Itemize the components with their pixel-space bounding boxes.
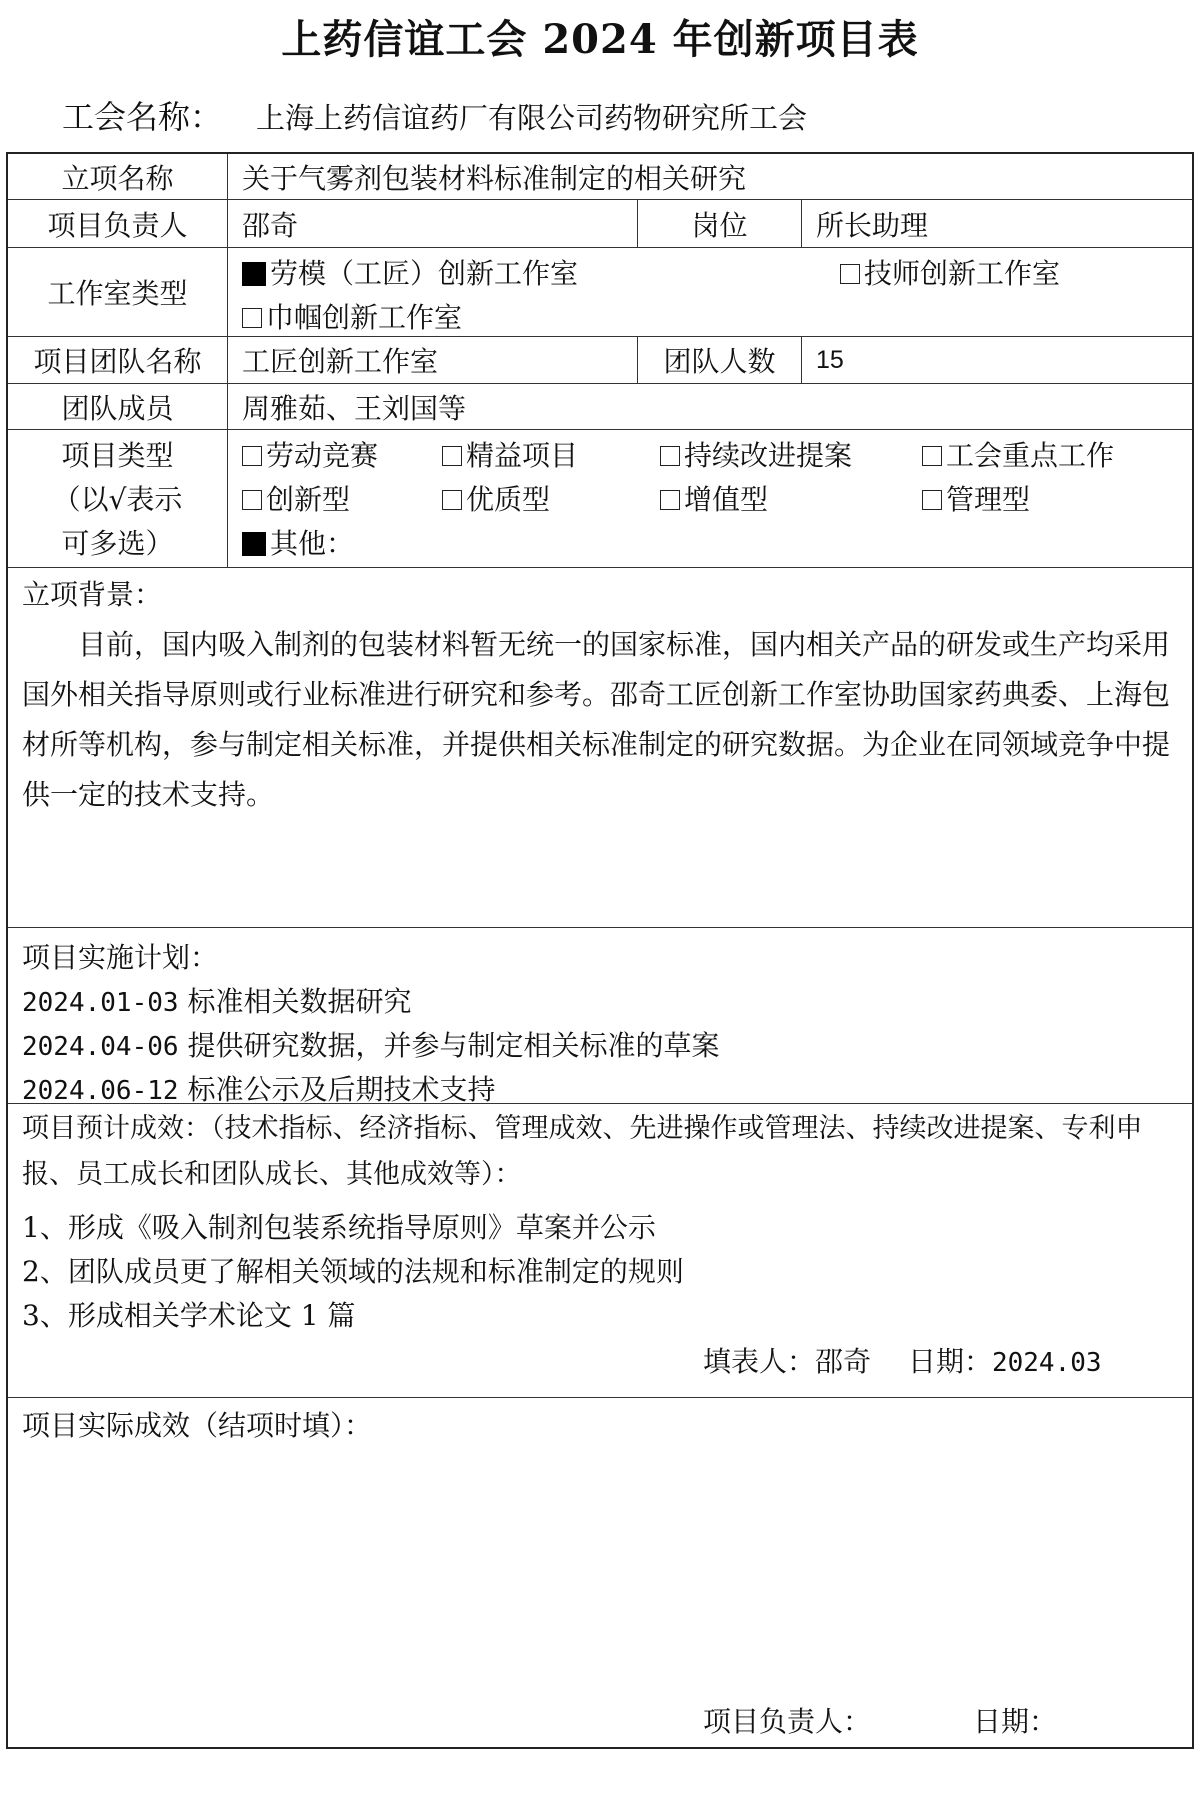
section-expected — [8, 1104, 1192, 1398]
type-option-label: 劳动竞赛 — [266, 439, 379, 472]
expected-item: 3、形成相关学术论文 1 篇 — [22, 1299, 356, 1332]
leader-value: 邵奇 — [228, 200, 638, 247]
members-label: 团队成员 — [8, 384, 228, 429]
plan-item-task: 提供研究数据，并参与制定相关标准的草案 — [187, 1029, 720, 1062]
expected-item: 1、形成《吸入制剂包装系统指导原则》草案并公示 — [22, 1211, 656, 1244]
type-option-label: 创新型 — [266, 483, 351, 516]
checkbox-icon[interactable] — [922, 490, 942, 510]
union-name-label: 工会名称： — [62, 98, 223, 136]
plan-item-period: 2024.04-06 — [22, 1032, 179, 1062]
union-name-line — [62, 92, 807, 138]
expected-item: 2、团队成员更了解相关领域的法规和标准制定的规则 — [22, 1255, 684, 1288]
studio-option-label: 劳模（工匠）创新工作室 — [270, 257, 579, 290]
plan-heading: 项目实施计划： — [22, 941, 219, 974]
type-option-label: 增值型 — [684, 483, 769, 516]
checkbox-icon[interactable] — [242, 490, 262, 510]
type-option-quality[interactable] — [442, 478, 550, 518]
studio-option-label: 巾帼创新工作室 — [266, 301, 463, 334]
actual-heading: 项目实际成效（结项时填）： — [22, 1409, 373, 1442]
type-option-label: 其他： — [270, 527, 355, 560]
project-type-label-line: 项目类型 — [61, 439, 174, 472]
type-option-label: 持续改进提案 — [684, 439, 853, 472]
checkbox-icon[interactable] — [840, 264, 860, 284]
type-option-continuous-improvement[interactable] — [660, 434, 852, 474]
project-type-label-line: （以√表示 — [52, 483, 183, 516]
team-count-value: 15 — [816, 345, 844, 374]
filler-value: 邵奇 — [815, 1345, 872, 1378]
plan-item — [22, 1068, 495, 1108]
section-actual — [8, 1398, 1192, 1749]
type-option-label: 精益项目 — [466, 439, 579, 472]
studio-option-label: 技师创新工作室 — [864, 257, 1061, 290]
filler-label: 填表人： — [703, 1345, 816, 1378]
row-team — [8, 337, 1192, 384]
plan-item — [22, 1024, 719, 1064]
checkbox-icon[interactable] — [922, 446, 942, 466]
type-option-lean-project[interactable] — [442, 434, 578, 474]
type-option-labor-competition[interactable] — [242, 434, 378, 474]
expected-date-value: 2024.03 — [991, 1348, 1102, 1378]
type-option-innovation[interactable] — [242, 478, 350, 518]
checkbox-icon[interactable] — [660, 490, 680, 510]
row-project-name — [8, 154, 1192, 200]
project-type-options — [228, 430, 1194, 567]
checkbox-icon[interactable] — [442, 446, 462, 466]
type-option-management[interactable] — [922, 478, 1030, 518]
plan-item-period: 2024.01-03 — [22, 988, 179, 1018]
team-name-label: 项目团队名称 — [8, 337, 228, 383]
actual-leader-label: 项目负责人： — [703, 1705, 872, 1738]
project-name-label: 立项名称 — [8, 154, 228, 199]
team-count-label: 团队人数 — [638, 337, 802, 383]
row-project-type — [8, 430, 1192, 568]
expected-date-label: 日期： — [907, 1345, 992, 1378]
checkbox-checked-icon[interactable] — [242, 262, 266, 286]
section-background — [8, 568, 1192, 928]
studio-option-model-worker[interactable] — [242, 252, 578, 292]
type-option-union-key-work[interactable] — [922, 434, 1114, 474]
type-option-label: 工会重点工作 — [946, 439, 1115, 472]
filler-signature — [703, 1340, 1102, 1380]
project-name-value: 关于气雾剂包装材料标准制定的相关研究 — [242, 161, 747, 195]
studio-type-label: 工作室类型 — [8, 248, 228, 336]
expected-heading: 项目预计成效：（技术指标、经济指标、管理成效、先进操作或管理法、持续改进提案、专利申报、员工成长和团队成长、其他成效等）： — [22, 1113, 1143, 1190]
plan-item — [22, 980, 411, 1020]
type-option-label: 优质型 — [466, 483, 551, 516]
checkbox-checked-icon[interactable] — [242, 532, 266, 556]
project-type-label-line: 可多选） — [61, 527, 174, 560]
type-option-value-added[interactable] — [660, 478, 768, 518]
team-name-value: 工匠创新工作室 — [228, 337, 638, 383]
studio-option-technician[interactable] — [840, 252, 1060, 292]
project-type-label — [8, 430, 228, 567]
project-form — [6, 152, 1194, 1749]
union-name-value: 上海上药信谊药厂有限公司药物研究所工会 — [256, 101, 808, 135]
studio-type-options — [228, 248, 1194, 336]
plan-item-task: 标准公示及后期技术支持 — [187, 1073, 496, 1106]
row-members — [8, 384, 1192, 430]
type-option-other[interactable] — [242, 522, 354, 562]
document-title: 上药信谊工会 2024 年创新项目表 — [281, 16, 919, 63]
plan-item-period: 2024.06-12 — [22, 1076, 179, 1106]
background-text: 目前，国内吸入制剂的包装材料暂无统一的国家标准，国内相关产品的研发或生产均采用国外相关指导原则或行业标准进行研究和参考。邵奇工匠创新工作室协助国家药典委、上海包材所等机构，参与制定相关标准，并提供相关标准制定的研究数据。为企业在同领域竞争中提供一定的技术支持。 — [22, 628, 1171, 811]
checkbox-icon[interactable] — [442, 490, 462, 510]
section-plan — [8, 928, 1192, 1104]
checkbox-icon[interactable] — [242, 446, 262, 466]
leader-label: 项目负责人 — [8, 200, 228, 247]
row-studio-type — [8, 248, 1192, 337]
plan-item-task: 标准相关数据研究 — [187, 985, 412, 1018]
members-value: 周雅茹、王刘国等 — [242, 391, 467, 425]
background-heading: 立项背景： — [22, 578, 163, 611]
row-leader — [8, 200, 1192, 248]
checkbox-icon[interactable] — [660, 446, 680, 466]
studio-option-women[interactable] — [242, 296, 462, 336]
checkbox-icon[interactable] — [242, 308, 262, 328]
post-value: 所长助理 — [816, 208, 929, 242]
type-option-label: 管理型 — [946, 483, 1031, 516]
actual-date-label: 日期： — [973, 1705, 1058, 1738]
post-label: 岗位 — [638, 200, 802, 247]
